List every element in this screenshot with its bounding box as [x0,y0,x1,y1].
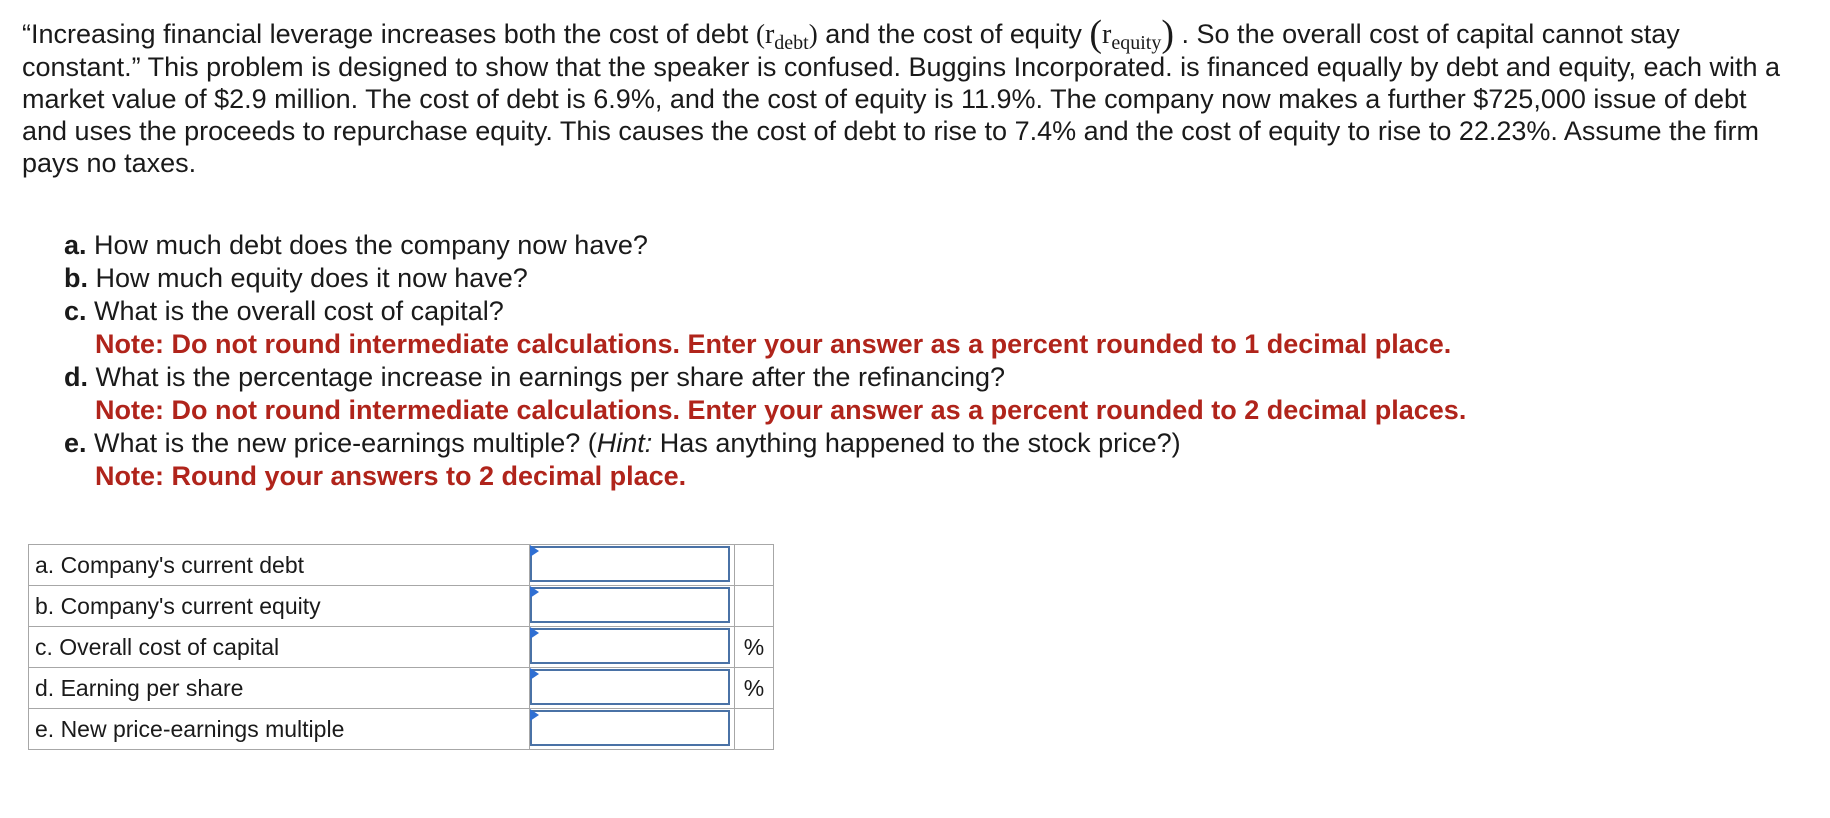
answer-row-b-unit [735,586,774,627]
input-marker-icon [530,709,539,721]
question-a-letter: a. [64,230,87,260]
close-paren-large: ) [1161,13,1175,55]
input-marker-icon [530,586,539,598]
question-e-text-after: Has anything happened to the stock price?) [652,428,1181,458]
input-marker-icon [530,668,539,680]
close-paren: ) [808,19,818,49]
answer-row-b-cell [530,586,735,627]
input-marker-icon [530,545,539,557]
answer-row-c-unit: % [735,627,774,668]
question-e-note: Note: Round your answers to 2 decimal place. [95,461,687,491]
r-equity-subscript: equity [1111,32,1162,54]
answer-d-input[interactable] [530,669,730,705]
question-e-hint-label: Hint: [596,428,653,458]
answer-row-d [29,668,774,709]
answer-a-input[interactable] [530,546,730,582]
answer-row-d-label: d. Earning per share [29,668,530,709]
answer-row-a [29,545,774,586]
intro-text-part3: . So the overall cost of capital cannot stay constant.” This problem is designed to show that the speaker is confused. Buggins Incorporated. is financed equally by debt and equity, each with a market value of $2.9 million. The cost of debt is 6.9%, and the cost of equity is 11.9%. The company now makes a further $725,000 issue of debt and uses the proceeds to repurchase equity. This causes the cost of debt to rise to 7.4% and the cost of equity to rise to 22.23%. Assume the firm pays no taxes. [22,19,1781,178]
question-e [64,427,1764,460]
question-d-note: Note: Do not round intermediate calculations. Enter your answer as a percent rounded to 2 decimal places. [95,395,1467,425]
answer-row-e-label: e. New price-earnings multiple [29,709,530,750]
answer-e-input[interactable] [530,710,730,746]
problem-statement [22,13,1782,179]
r-equity-symbol: $r_{equity}$ [1102,19,1162,54]
answer-row-e-unit [735,709,774,750]
open-paren-large: ( [1089,13,1103,55]
answer-b-input[interactable] [530,587,730,623]
answer-row-c-cell [530,627,735,668]
question-b-letter: b. [64,263,88,293]
r-debt-subscript: debt [774,32,809,54]
input-marker-icon [530,627,539,639]
question-a [64,229,1764,262]
intro-text-part2: and the cost of equity [817,19,1090,49]
question-e-letter: e. [64,428,87,458]
intro-text-part1: “Increasing financial leverage increases both the cost of debt [22,19,756,49]
answer-row-a-cell [530,545,735,586]
answer-row-c [29,627,774,668]
question-b [64,262,1764,295]
answer-row-b-label: b. Company's current equity [29,586,530,627]
answer-row-e [29,709,774,750]
question-b-text: How much equity does it now have? [95,263,528,293]
open-paren: ( [755,19,765,49]
answer-row-e-cell [530,709,735,750]
answer-row-b [29,586,774,627]
question-d-letter: d. [64,362,88,392]
answer-table [28,544,774,750]
question-c-text: What is the overall cost of capital? [94,296,504,326]
question-e-text-before: What is the new price-earnings multiple? ( [94,428,597,458]
question-d [64,361,1764,394]
answer-row-d-cell [530,668,735,709]
answer-c-input[interactable] [530,628,730,664]
r-debt-symbol: $r_{debt}$ [764,19,809,54]
answer-row-a-unit [735,545,774,586]
answer-row-a-label: a. Company's current debt [29,545,530,586]
question-a-text: How much debt does the company now have? [94,230,648,260]
question-d-text: What is the percentage increase in earnings per share after the refinancing? [95,362,1006,392]
answer-row-c-label: c. Overall cost of capital [29,627,530,668]
answer-row-d-unit: % [735,668,774,709]
question-list [64,229,1764,493]
question-c-letter: c. [64,296,87,326]
question-c [64,295,1764,328]
question-c-note: Note: Do not round intermediate calculations. Enter your answer as a percent rounded to 1 decimal place. [95,329,1452,359]
